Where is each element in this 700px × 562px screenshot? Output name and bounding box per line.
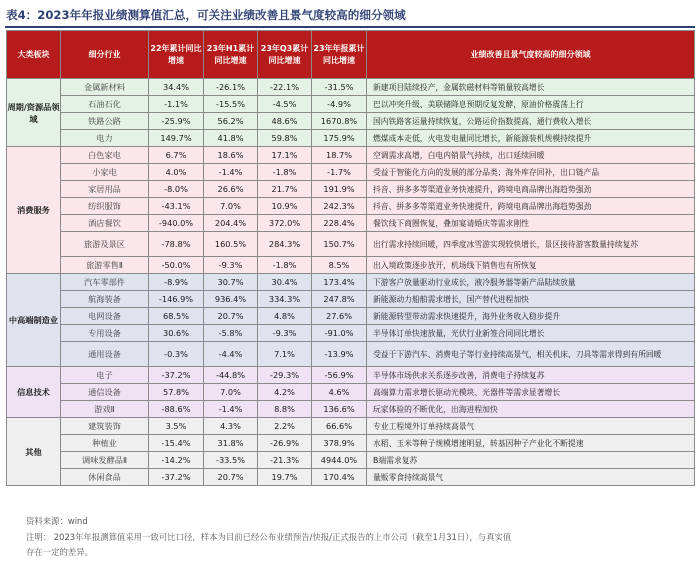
note-cell: 半导体市场供求关系逐步改善，消费电子持续复苏 bbox=[367, 367, 695, 384]
source-note: 资料来源：wind bbox=[26, 516, 88, 526]
growth-2023h1-cell: -4.4% bbox=[204, 342, 258, 367]
sector-cell: 其他 bbox=[7, 418, 61, 486]
growth-2023q3-cell: 19.7% bbox=[258, 469, 312, 486]
table-row bbox=[7, 325, 695, 342]
growth-2023fy-cell: 228.4% bbox=[312, 215, 367, 232]
growth-2023q3-cell: 8.8% bbox=[258, 401, 312, 418]
growth-2023fy-cell: -13.9% bbox=[312, 342, 367, 367]
growth-2023h1-cell: -44.8% bbox=[204, 367, 258, 384]
table-row bbox=[7, 198, 695, 215]
growth-2023h1-cell: -15.5% bbox=[204, 96, 258, 113]
industry-cell: 酒店餐饮 bbox=[61, 215, 149, 232]
growth-2022-cell: -14.2% bbox=[149, 452, 204, 469]
growth-2022-cell: 149.7% bbox=[149, 130, 204, 147]
growth-2023q3-cell: 17.1% bbox=[258, 147, 312, 164]
table-row bbox=[7, 232, 695, 257]
industry-cell: 石油石化 bbox=[61, 96, 149, 113]
growth-2022-cell: -1.1% bbox=[149, 96, 204, 113]
growth-2023h1-cell: 41.8% bbox=[204, 130, 258, 147]
growth-2023q3-cell: -1.8% bbox=[258, 164, 312, 181]
industry-cell: 航海装备 bbox=[61, 291, 149, 308]
note-cell: 量贩零食持续高景气 bbox=[367, 469, 695, 486]
note-cell: 出行需求持续回暖，四季度冰雪游实现较快增长，景区接待游客数量持续复苏 bbox=[367, 232, 695, 257]
growth-2022-cell: -37.2% bbox=[149, 469, 204, 486]
note-cell: 抖音、拼多多等渠道业务快速提升，跨境电商品牌出海趋势强劲 bbox=[367, 198, 695, 215]
header-industry: 细分行业 bbox=[61, 31, 149, 79]
table-row bbox=[7, 418, 695, 435]
growth-2023fy-cell: 18.7% bbox=[312, 147, 367, 164]
growth-2023h1-cell: -33.5% bbox=[204, 452, 258, 469]
growth-2022-cell: 4.0% bbox=[149, 164, 204, 181]
growth-2023fy-cell: 191.9% bbox=[312, 181, 367, 198]
growth-2022-cell: -940.0% bbox=[149, 215, 204, 232]
industry-cell: 旅游及景区 bbox=[61, 232, 149, 257]
industry-cell: 家居用品 bbox=[61, 181, 149, 198]
earnings-table bbox=[6, 30, 695, 486]
growth-2022-cell: 34.4% bbox=[149, 79, 204, 96]
industry-cell: 金属新材料 bbox=[61, 79, 149, 96]
industry-cell: 通信设备 bbox=[61, 384, 149, 401]
growth-2023q3-cell: 10.9% bbox=[258, 198, 312, 215]
industry-cell: 电子 bbox=[61, 367, 149, 384]
table-row bbox=[7, 308, 695, 325]
growth-2023q3-cell: 2.2% bbox=[258, 418, 312, 435]
growth-2023fy-cell: 175.9% bbox=[312, 130, 367, 147]
table-row bbox=[7, 181, 695, 198]
table-title: 表4：2023年年报业绩测算值汇总，可关注业绩改善且景气度较高的细分领域 bbox=[6, 8, 406, 22]
note-cell: 专业工程境外订单持续高景气 bbox=[367, 418, 695, 435]
growth-2023q3-cell: -21.3% bbox=[258, 452, 312, 469]
note-cell: 新能源动力船舶需求增长，国产替代进程加快 bbox=[367, 291, 695, 308]
growth-2022-cell: 30.6% bbox=[149, 325, 204, 342]
table-row bbox=[7, 79, 695, 96]
table-row bbox=[7, 435, 695, 452]
growth-2023fy-cell: 4944.0% bbox=[312, 452, 367, 469]
note-cell: 受益于智能化方向的发展的部分品类；海外库存回补，出口链产品 bbox=[367, 164, 695, 181]
growth-2023fy-cell: 66.6% bbox=[312, 418, 367, 435]
growth-2023h1-cell: -5.8% bbox=[204, 325, 258, 342]
growth-2023h1-cell: 18.6% bbox=[204, 147, 258, 164]
table-row bbox=[7, 147, 695, 164]
growth-2023q3-cell: 372.0% bbox=[258, 215, 312, 232]
growth-2023h1-cell: -9.3% bbox=[204, 257, 258, 274]
growth-2023q3-cell: 59.8% bbox=[258, 130, 312, 147]
growth-2023fy-cell: 173.4% bbox=[312, 274, 367, 291]
table-row bbox=[7, 215, 695, 232]
growth-2023h1-cell: 936.4% bbox=[204, 291, 258, 308]
table-row bbox=[7, 257, 695, 274]
growth-2023fy-cell: 150.7% bbox=[312, 232, 367, 257]
growth-2023fy-cell: 136.6% bbox=[312, 401, 367, 418]
industry-cell: 专用设备 bbox=[61, 325, 149, 342]
note-cell: 高端算力需求增长驱动光模块、光器件等需求显著增长 bbox=[367, 384, 695, 401]
growth-2022-cell: -8.0% bbox=[149, 181, 204, 198]
growth-2022-cell: -15.4% bbox=[149, 435, 204, 452]
note-cell: 空调需求高增，白电内销景气持续，出口延续回暖 bbox=[367, 147, 695, 164]
header-2023fy-growth: 23年年报累计同比增速 bbox=[312, 31, 367, 79]
growth-2022-cell: -37.2% bbox=[149, 367, 204, 384]
growth-2023h1-cell: 7.0% bbox=[204, 198, 258, 215]
note-cell: 下游客户放量驱动行业成长，液冷服务器等新产品陆续放量 bbox=[367, 274, 695, 291]
note-cell: B端需求复苏 bbox=[367, 452, 695, 469]
table-row bbox=[7, 384, 695, 401]
growth-2022-cell: -146.9% bbox=[149, 291, 204, 308]
table-row bbox=[7, 130, 695, 147]
growth-2023h1-cell: 4.3% bbox=[204, 418, 258, 435]
growth-2023fy-cell: -1.7% bbox=[312, 164, 367, 181]
table-row bbox=[7, 96, 695, 113]
industry-cell: 电网设备 bbox=[61, 308, 149, 325]
growth-2022-cell: 57.8% bbox=[149, 384, 204, 401]
growth-2023fy-cell: 378.9% bbox=[312, 435, 367, 452]
note-cell: 燃煤成本走低，火电发电量同比增长，新能源装机规模持续提升 bbox=[367, 130, 695, 147]
note-cell: 国内铁路客运量持续恢复，公路运价指数提高，通行费收入增长 bbox=[367, 113, 695, 130]
industry-cell: 调味发酵品Ⅱ bbox=[61, 452, 149, 469]
growth-2023q3-cell: 7.1% bbox=[258, 342, 312, 367]
note-cell: 出入境政策逐步放开，机场线下销售也有所恢复 bbox=[367, 257, 695, 274]
growth-2022-cell: -43.1% bbox=[149, 198, 204, 215]
growth-2022-cell: 68.5% bbox=[149, 308, 204, 325]
industry-cell: 电力 bbox=[61, 130, 149, 147]
growth-2023q3-cell: 30.4% bbox=[258, 274, 312, 291]
table-row bbox=[7, 452, 695, 469]
sector-cell: 信息技术 bbox=[7, 367, 61, 418]
industry-cell: 通用设备 bbox=[61, 342, 149, 367]
note-cell: 玩家体验的不断优化，出海进程加快 bbox=[367, 401, 695, 418]
header-note: 业绩改善且景气度较高的细分领域 bbox=[367, 31, 695, 79]
footnote-line-2: 存在一定的差异。 bbox=[26, 547, 93, 557]
growth-2023h1-cell: 20.7% bbox=[204, 308, 258, 325]
growth-2023h1-cell: 30.7% bbox=[204, 274, 258, 291]
table-row bbox=[7, 164, 695, 181]
growth-2023q3-cell: 334.3% bbox=[258, 291, 312, 308]
note-cell: 餐饮线下商圈恢复，叠加宴请婚庆等需求刚性 bbox=[367, 215, 695, 232]
growth-2023fy-cell: -4.9% bbox=[312, 96, 367, 113]
growth-2023fy-cell: -56.9% bbox=[312, 367, 367, 384]
sector-cell: 消费服务 bbox=[7, 147, 61, 274]
growth-2023q3-cell: 4.2% bbox=[258, 384, 312, 401]
note-cell: 巴以冲突升级、美联储降息预期反复发酵，原油价格震荡上行 bbox=[367, 96, 695, 113]
growth-2022-cell: 3.5% bbox=[149, 418, 204, 435]
industry-cell: 纺织服饰 bbox=[61, 198, 149, 215]
industry-cell: 建筑装饰 bbox=[61, 418, 149, 435]
industry-cell: 游戏Ⅱ bbox=[61, 401, 149, 418]
growth-2023h1-cell: 160.5% bbox=[204, 232, 258, 257]
growth-2023h1-cell: -1.4% bbox=[204, 401, 258, 418]
header-sector: 大类板块 bbox=[7, 31, 61, 79]
growth-2023h1-cell: -26.1% bbox=[204, 79, 258, 96]
growth-2023q3-cell: -29.3% bbox=[258, 367, 312, 384]
growth-2023q3-cell: -9.3% bbox=[258, 325, 312, 342]
growth-2023q3-cell: 4.8% bbox=[258, 308, 312, 325]
growth-2023q3-cell: -4.5% bbox=[258, 96, 312, 113]
growth-2023h1-cell: 7.0% bbox=[204, 384, 258, 401]
industry-cell: 休闲食品 bbox=[61, 469, 149, 486]
header-2023q3-growth: 23年Q3累计同比增速 bbox=[258, 31, 312, 79]
growth-2022-cell: -8.9% bbox=[149, 274, 204, 291]
growth-2022-cell: -0.3% bbox=[149, 342, 204, 367]
growth-2023q3-cell: -26.9% bbox=[258, 435, 312, 452]
industry-cell: 白色家电 bbox=[61, 147, 149, 164]
growth-2023fy-cell: 242.3% bbox=[312, 198, 367, 215]
table-row bbox=[7, 401, 695, 418]
growth-2023q3-cell: -22.1% bbox=[258, 79, 312, 96]
growth-2023h1-cell: 56.2% bbox=[204, 113, 258, 130]
sector-cell: 中高端制造业 bbox=[7, 274, 61, 367]
growth-2022-cell: -78.8% bbox=[149, 232, 204, 257]
table-row bbox=[7, 291, 695, 308]
table-row bbox=[7, 342, 695, 367]
industry-cell: 旅游零售Ⅱ bbox=[61, 257, 149, 274]
growth-2023fy-cell: 1670.8% bbox=[312, 113, 367, 130]
growth-2023fy-cell: 170.4% bbox=[312, 469, 367, 486]
header-row bbox=[7, 31, 695, 79]
header-2022-growth: 22年累计同比增速 bbox=[149, 31, 204, 79]
growth-2023h1-cell: 20.7% bbox=[204, 469, 258, 486]
growth-2023q3-cell: 48.6% bbox=[258, 113, 312, 130]
growth-2023fy-cell: -91.0% bbox=[312, 325, 367, 342]
growth-2023h1-cell: 31.8% bbox=[204, 435, 258, 452]
header-2023h1-growth: 23年H1累计同比增速 bbox=[204, 31, 258, 79]
growth-2023fy-cell: 4.6% bbox=[312, 384, 367, 401]
growth-2023fy-cell: 247.8% bbox=[312, 291, 367, 308]
growth-2022-cell: -25.9% bbox=[149, 113, 204, 130]
growth-2023fy-cell: 27.6% bbox=[312, 308, 367, 325]
title-divider bbox=[5, 26, 695, 28]
note-cell: 半导体订单快速放量，光伏行业新签合同同比增长 bbox=[367, 325, 695, 342]
table-row bbox=[7, 113, 695, 130]
note-cell: 受益于下游汽车、消费电子等行业持续高景气，相关机床、刀具等需求得到有所回暖 bbox=[367, 342, 695, 367]
footnote-line-1: 注明： 2023年年报测算值采用一致可比口径，样本为目前已经公布业绩预告/快报/正式报告的上市公司（截至1月31日），与真实值 bbox=[26, 532, 512, 542]
note-cell: 水稻、玉米等种子规模增速明显，转基因种子产业化不断提速 bbox=[367, 435, 695, 452]
growth-2023q3-cell: 284.3% bbox=[258, 232, 312, 257]
growth-2022-cell: -50.0% bbox=[149, 257, 204, 274]
growth-2023h1-cell: -1.4% bbox=[204, 164, 258, 181]
table-row bbox=[7, 469, 695, 486]
table-row bbox=[7, 274, 695, 291]
industry-cell: 种植业 bbox=[61, 435, 149, 452]
note-cell: 新能源转型带动需求快速提升，海外业务收入稳步提升 bbox=[367, 308, 695, 325]
industry-cell: 小家电 bbox=[61, 164, 149, 181]
growth-2023fy-cell: 8.5% bbox=[312, 257, 367, 274]
growth-2023h1-cell: 26.6% bbox=[204, 181, 258, 198]
sector-cell: 周期/资源品领域 bbox=[7, 79, 61, 147]
note-cell: 新建项目陆续投产，金属软磁材料等销量较高增长 bbox=[367, 79, 695, 96]
growth-2023q3-cell: -1.8% bbox=[258, 257, 312, 274]
growth-2023q3-cell: 21.7% bbox=[258, 181, 312, 198]
growth-2022-cell: 6.7% bbox=[149, 147, 204, 164]
growth-2023h1-cell: 204.4% bbox=[204, 215, 258, 232]
table-row bbox=[7, 367, 695, 384]
growth-2022-cell: -88.6% bbox=[149, 401, 204, 418]
note-cell: 抖音、拼多多等渠道业务快速提升，跨境电商品牌出海趋势强劲 bbox=[367, 181, 695, 198]
growth-2023fy-cell: -31.5% bbox=[312, 79, 367, 96]
industry-cell: 铁路公路 bbox=[61, 113, 149, 130]
industry-cell: 汽车零部件 bbox=[61, 274, 149, 291]
